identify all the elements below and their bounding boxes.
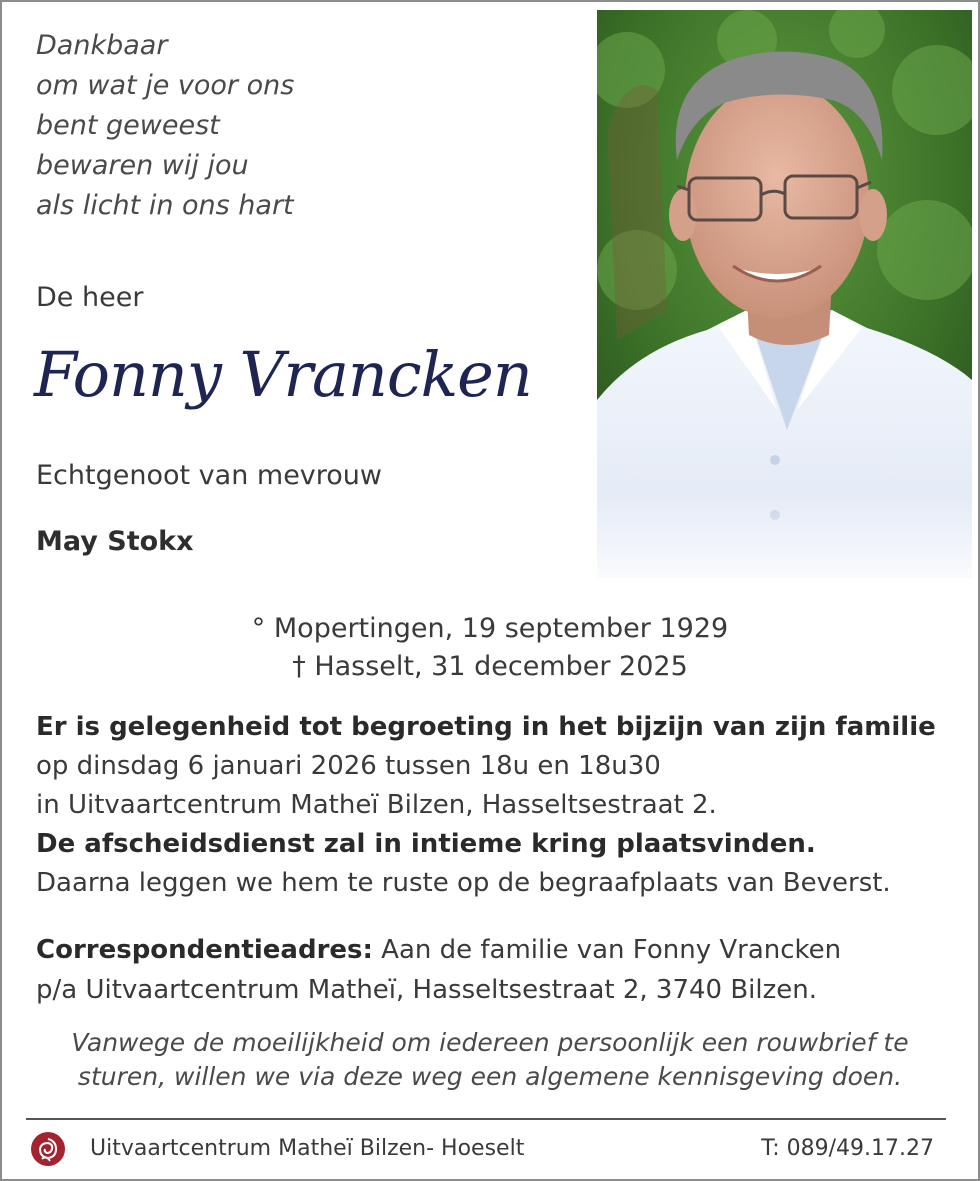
- visitation-location: in Uitvaartcentrum Matheï Bilzen, Hasseltsestraat 2.: [36, 790, 717, 820]
- ceremony-info: [36, 708, 936, 903]
- deceased-name: Fonny Vrancken: [34, 338, 532, 411]
- life-dates: [0, 610, 980, 686]
- honorific: De heer: [36, 282, 144, 313]
- portrait-photo-icon: [597, 10, 972, 578]
- burial-info: Daarna leggen we hem te ruste op de begraafplaats van Beverst.: [36, 868, 891, 898]
- poem-line: bent geweest: [36, 110, 220, 141]
- correspondence-line-2: p/a Uitvaartcentrum Matheï, Hasseltsestraat 2, 3740 Bilzen.: [36, 975, 818, 1005]
- poem: [36, 26, 294, 226]
- footer-divider: [26, 1118, 946, 1120]
- service-notice: De afscheidsdienst zal in intieme kring plaatsvinden.: [36, 829, 816, 859]
- funeral-home-phone: T: 089/49.17.27: [761, 1136, 934, 1161]
- correspondence-line-1: [36, 930, 841, 970]
- correspondence-label: Correspondentieadres:: [36, 935, 373, 965]
- death-date: † Hasselt, 31 december 2025: [292, 651, 688, 682]
- visitation-heading: Er is gelegenheid tot begroeting in het bijzijn van zijn familie: [36, 712, 936, 742]
- spouse-name: May Stokx: [36, 526, 194, 557]
- correspondence-recipient: Aan de familie van Fonny Vrancken: [372, 935, 842, 965]
- rose-logo-icon: [30, 1131, 66, 1167]
- spouse-intro: Echtgenoot van mevrouw: [36, 460, 383, 491]
- notice-line-2: sturen, willen we via deze weg een algemene kennisgeving doen.: [77, 1062, 903, 1091]
- visitation-date: op dinsdag 6 januari 2026 tussen 18u en 18u30: [36, 751, 661, 781]
- correspondence-address: [36, 930, 841, 1010]
- poem-line: als licht in ons hart: [36, 190, 294, 221]
- poem-line: Dankbaar: [36, 30, 168, 61]
- birth-date: ° Mopertingen, 19 september 1929: [251, 613, 729, 644]
- funeral-home-name: Uitvaartcentrum Matheï Bilzen- Hoeselt: [90, 1136, 525, 1161]
- poem-line: om wat je voor ons: [36, 70, 295, 101]
- portrait-photo: [597, 10, 972, 578]
- poem-line: bewaren wij jou: [36, 150, 249, 181]
- notice-line-1: Vanwege de moeilijkheid om iedereen persoonlijk een rouwbrief te: [71, 1028, 909, 1057]
- general-notice: [0, 1026, 980, 1094]
